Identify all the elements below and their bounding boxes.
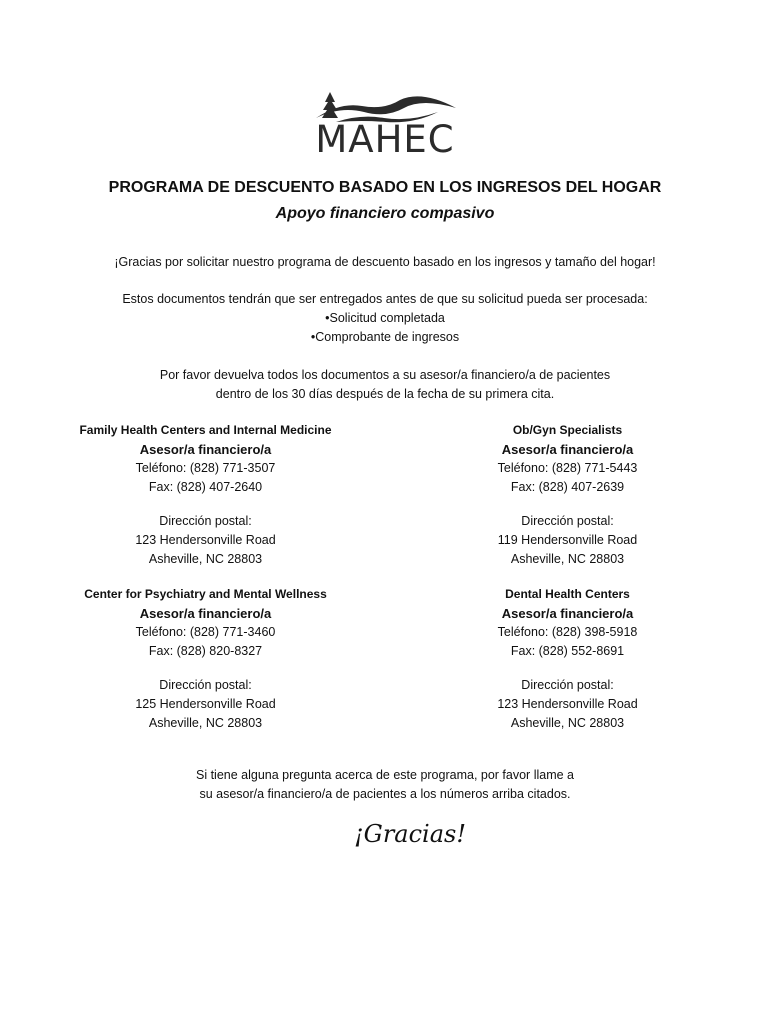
documents-lead: Estos documentos tendrán que ser entregados antes de que su solicitud pueda ser procesada:: [122, 292, 648, 306]
contact-card-family-health: [68, 421, 343, 569]
contact-street: 123 Hendersonville Road: [497, 697, 638, 711]
contact-mail-label: Dirección postal:: [159, 514, 252, 528]
documents-section: [0, 290, 770, 347]
return-notice: [0, 366, 770, 404]
return-notice-line: Por favor devuelva todos los documentos a su asesor/a financiero/a de pacientes: [159, 368, 611, 382]
contact-city: Asheville, NC 28803: [510, 716, 625, 730]
contact-fax: Fax: (828) 552-8691: [510, 644, 625, 658]
contact-street: 125 Hendersonville Road: [135, 697, 276, 711]
contact-org: Center for Psychiatry and Mental Wellness: [84, 587, 327, 601]
contact-city: Asheville, NC 28803: [148, 716, 263, 730]
documents-list: [0, 309, 770, 347]
intro-text: ¡Gracias por solicitar nuestro programa de descuento basado en los ingresos y tamaño del hogar!: [114, 255, 656, 269]
closing-thanks: ¡Gracias!: [354, 820, 466, 848]
page-title: PROGRAMA DE DESCUENTO BASADO EN LOS INGRESOS DEL HOGAR: [108, 179, 662, 196]
list-item: • Comprobante de ingresos: [0, 328, 770, 347]
contact-mail-label: Dirección postal:: [159, 678, 252, 692]
contact-org: Dental Health Centers: [505, 587, 630, 601]
contact-org: Family Health Centers and Internal Medicine: [79, 423, 332, 437]
contact-mail-label: Dirección postal:: [521, 678, 614, 692]
contact-street: 119 Hendersonville Road: [497, 533, 638, 547]
contact-mail-label: Dirección postal:: [521, 514, 614, 528]
page-subtitle: Apoyo financiero compasivo: [275, 205, 495, 222]
contact-city: Asheville, NC 28803: [510, 552, 625, 566]
contact-city: Asheville, NC 28803: [148, 552, 263, 566]
contact-phone: Teléfono: (828) 771-3507: [135, 461, 276, 475]
contact-phone: Teléfono: (828) 771-5443: [497, 461, 638, 475]
contact-role: Asesor/a financiero/a: [501, 442, 634, 457]
contact-card-obgyn: [460, 421, 675, 569]
logo-text: MAHEC: [315, 118, 455, 161]
contact-fax: Fax: (828) 407-2640: [148, 480, 263, 494]
question-line: su asesor/a financiero/a de pacientes a los números arriba citados.: [199, 787, 571, 801]
list-item: • Solicitud completada: [0, 309, 770, 328]
contact-phone: Teléfono: (828) 398-5918: [497, 625, 638, 639]
contact-org: Ob/Gyn Specialists: [512, 423, 623, 437]
return-notice-line: dentro de los 30 días después de la fecha de su primera cita.: [215, 387, 555, 401]
contact-fax: Fax: (828) 820-8327: [148, 644, 263, 658]
question-line: Si tiene alguna pregunta acerca de este programa, por favor llame a: [195, 768, 574, 782]
contact-card-dental: [460, 585, 675, 733]
question-text: [0, 766, 770, 804]
contact-phone: Teléfono: (828) 771-3460: [135, 625, 276, 639]
contact-role: Asesor/a financiero/a: [139, 606, 272, 621]
contact-role: Asesor/a financiero/a: [501, 606, 634, 621]
mahec-logo: [310, 88, 460, 160]
contact-role: Asesor/a financiero/a: [139, 442, 272, 457]
contact-street: 123 Hendersonville Road: [135, 533, 276, 547]
contact-fax: Fax: (828) 407-2639: [510, 480, 625, 494]
contact-card-psychiatry: [68, 585, 343, 733]
